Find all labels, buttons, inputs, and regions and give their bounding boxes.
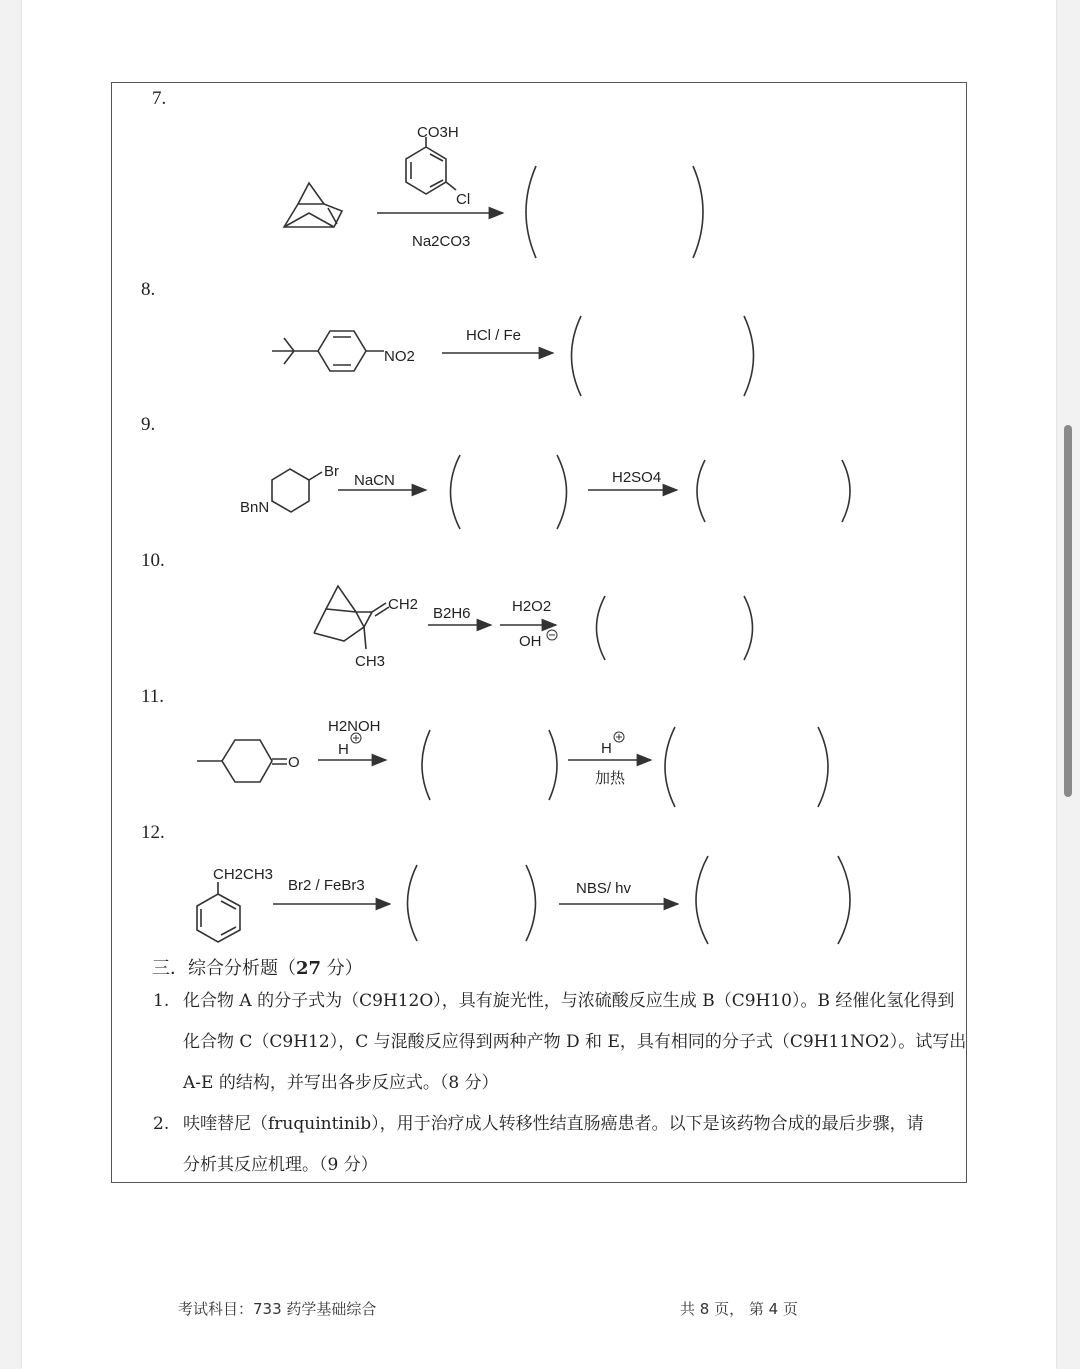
analysis-question-1-number: 1. — [153, 991, 170, 1011]
answer-paren-right-9a — [557, 455, 567, 529]
answer-paren-left-8 — [572, 316, 582, 396]
answer-paren-right-12b — [838, 856, 850, 944]
analysis-question-1-line1: 化合物 A 的分子式为（C9H12O），具有旋光性，与浓硫酸反应生成 B（C9H10）。B 经催化氢化得到 — [183, 991, 955, 1011]
reagent-b2h6: B2H6 — [433, 605, 471, 622]
reagent-acid-1: H — [338, 741, 349, 758]
answer-paren-right-7 — [693, 166, 703, 258]
reagent-nbs: NBS/ hv — [576, 880, 632, 897]
reagent-hcl-fe: HCl / Fe — [466, 327, 522, 344]
svg-text:NO2: NO2 — [384, 348, 415, 365]
answer-paren-right-12a — [526, 865, 536, 941]
question-number-8: 8. — [141, 279, 156, 300]
svg-text:BnN: BnN — [240, 499, 270, 516]
answer-paren-left-12a — [408, 865, 418, 941]
reagent-heat: 加热 — [595, 770, 626, 787]
analysis-question-2-line2: 分析其反应机理。（9 分） — [183, 1155, 378, 1175]
answer-paren-right-8 — [744, 316, 754, 396]
reagent-acid-2: H — [601, 740, 612, 757]
answer-paren-left-11b — [665, 727, 675, 807]
answer-paren-left-10 — [597, 596, 606, 660]
analysis-question-2-line1: 呋喹替尼（fruquintinib），用于治疗成人转移性结直肠癌患者。以下是该药物合成的最后步骤，请 — [183, 1114, 924, 1134]
question-number-11: 11. — [141, 686, 165, 707]
reagent-h2o2: H2O2 — [512, 598, 552, 615]
svg-text:Cl: Cl — [456, 191, 471, 208]
reagent-br2-febr3: Br2 / FeBr3 — [288, 877, 365, 894]
svg-text:CO3H: CO3H — [417, 124, 459, 141]
answer-paren-left-9a — [451, 455, 461, 529]
reagent-h2so4: H2SO4 — [612, 469, 662, 486]
methylcyclohexanone-structure — [197, 740, 300, 782]
ethylbenzene-structure — [197, 866, 273, 942]
answer-paren-left-11a — [422, 730, 430, 800]
answer-paren-right-11a — [549, 730, 557, 800]
methylene-norbornane-structure — [314, 586, 418, 670]
svg-text:O: O — [288, 754, 300, 771]
answer-paren-right-10 — [744, 596, 753, 660]
reagent-na2co3: Na2CO3 — [412, 233, 471, 250]
question-number-7: 7. — [152, 88, 167, 109]
mcpba-structure — [406, 124, 470, 208]
analysis-question-2-number: 2. — [153, 1114, 170, 1134]
question-number-9: 9. — [141, 414, 156, 435]
question-number-10: 10. — [141, 550, 165, 571]
svg-text:CH3: CH3 — [355, 653, 386, 670]
tert-butyl-nitrobenzene-structure — [272, 331, 415, 371]
norbornene-structure — [284, 183, 342, 227]
answer-paren-left-12b — [696, 856, 708, 944]
footer-page-count: 共 8 页， 第 4 页 — [680, 1300, 798, 1318]
answer-paren-right-9b — [842, 460, 850, 522]
footer-subject: 考试科目：733 药学基础综合 — [178, 1300, 377, 1318]
reagent-oh: OH — [519, 633, 542, 650]
reagent-nacn: NaCN — [354, 472, 395, 489]
answer-paren-left-7 — [526, 166, 536, 258]
analysis-question-1-line3: A-E 的结构，并写出各步反应式。（8 分） — [183, 1073, 499, 1093]
svg-text:Br: Br — [324, 463, 339, 480]
benzyl-bromopiperidine-structure — [240, 463, 339, 516]
svg-text:CH2CH3: CH2CH3 — [213, 866, 274, 883]
analysis-question-1-line2: 化合物 C（C9H12），C 与混酸反应得到两种产物 D 和 E，具有相同的分子式（C9H11NO2）。试写出 — [183, 1032, 967, 1052]
reagent-hydroxylamine: H2NOH — [328, 718, 381, 735]
answer-paren-left-9b — [697, 460, 705, 522]
section-title: 三．综合分析题（27 分） — [152, 958, 363, 979]
answer-paren-right-11b — [818, 727, 828, 807]
svg-text:CH2: CH2 — [388, 596, 419, 613]
question-number-12: 12. — [141, 822, 165, 843]
